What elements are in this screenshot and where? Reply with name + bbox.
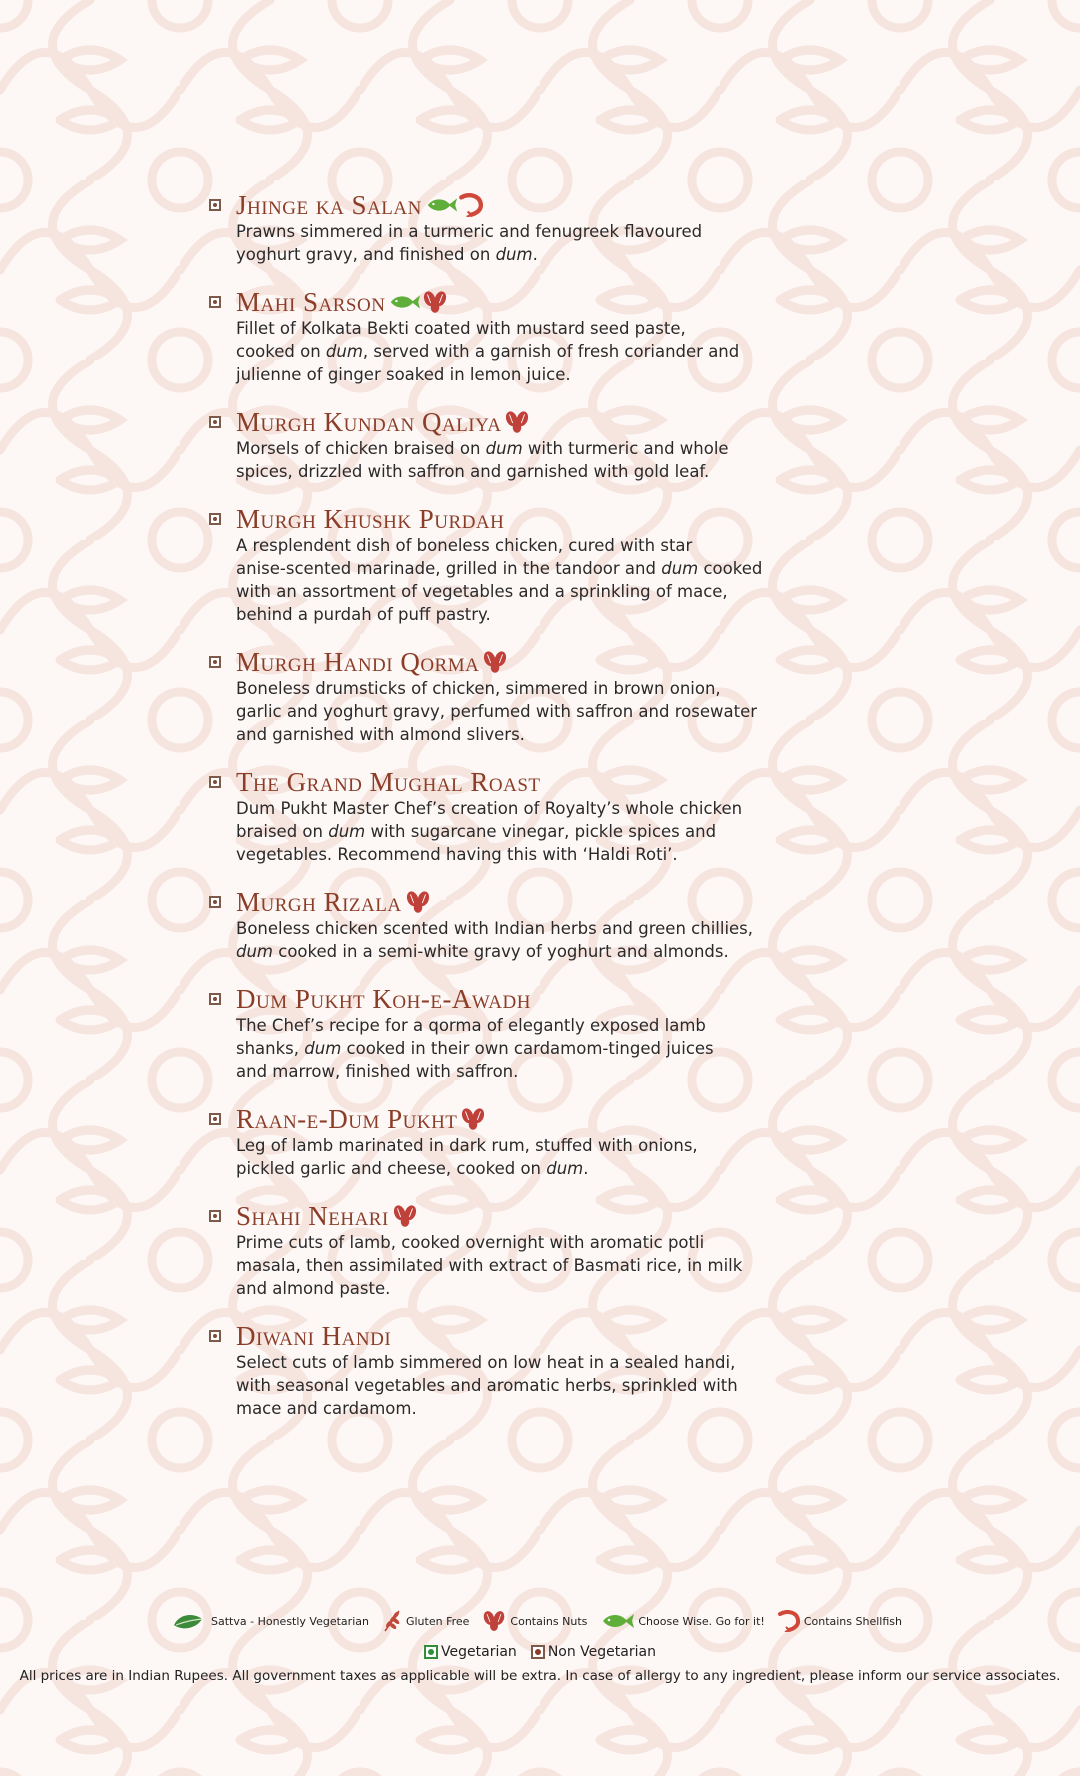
dish-description: Boneless chicken scented with Indian herbs and green chillies, dum cooked in a semi-white gravy of yoghurt and almonds. [236,919,754,961]
nuts-icon [503,412,531,431]
legend-label: Contains Nuts [510,1614,588,1628]
nuts-icon [404,892,432,911]
dish-description: Fillet of Kolkata Bekti coated with mustard seed paste, cooked on dum, served with a garnish of fresh coriander and julienne of ginger soaked in lemon juice. [236,319,740,384]
dish-description: The Chef’s recipe for a qorma of elegantly exposed lamb shanks, dum cooked in their own cardamom-tinged juices and marrow, finished with saffron. [236,1016,714,1081]
menu-item [236,407,836,483]
nuts-icon [481,652,509,671]
nonveg-marker-icon [209,1113,221,1125]
nonveg-legend [531,1644,656,1660]
dish-name: Murgh Handi Qorma [236,647,480,677]
legend-item [381,1609,469,1633]
dish-name: Murgh Rizala [236,887,402,917]
dish-name: Dum Pukht Koh-e-Awadh [236,984,531,1014]
menu-item [236,984,836,1083]
menu-item [236,504,836,626]
legend-item [599,1612,764,1630]
nonveg-marker-icon [209,993,221,1005]
menu-item [236,287,836,386]
dish-description: Prawns simmered in a turmeric and fenugreek flavoured yoghurt gravy, and finished on dum. [236,222,703,264]
veg-marker-icon [424,1645,438,1659]
dish-icons [387,289,449,315]
legend-item [777,1610,902,1632]
nuts-icon [481,1609,507,1633]
nonveg-marker-icon [209,1330,221,1342]
dish-name: Jhinge ka Salan [236,190,422,220]
nonveg-marker-icon [209,296,221,308]
shellfish-icon [777,1610,801,1632]
dish-name: Murgh Khushk Purdah [236,504,505,534]
dish-name: The Grand Mughal Roast [236,767,541,797]
dish-icons [424,193,484,217]
dish-name: Diwani Handi [236,1321,392,1351]
nonveg-label: Non Vegetarian [547,1644,656,1660]
nonveg-marker-icon [209,656,221,668]
menu-item [236,1201,836,1300]
dish-icons [459,1106,487,1132]
dish-name: Raan-e-Dum Pukht [236,1104,458,1134]
nonveg-marker-icon [531,1645,545,1659]
nonveg-marker-icon [209,896,221,908]
dish-description: Select cuts of lamb simmered on low heat in a sealed handi, with seasonal vegetables and aromatic herbs, sprinkled with mace and cardamom. [236,1353,738,1418]
dish-name: Shahi Nehari [236,1201,389,1231]
legend-label: Sattva - Honestly Vegetarian [211,1614,369,1628]
menu-item [236,767,836,866]
nuts-icon [421,292,449,311]
dish-name: Mahi Sarson [236,287,386,317]
menu-item [236,887,836,963]
menu-list [236,190,836,1441]
dish-description: Leg of lamb marinated in dark rum, stuffed with onions, pickled garlic and cheese, cooked on dum. [236,1136,698,1178]
dish-name: Murgh Kundan Qaliya [236,407,502,437]
dish-description: Boneless drumsticks of chicken, simmered in brown onion, garlic and yoghurt gravy, perfumed with saffron and rosewater and garnished with almond slivers. [236,679,757,744]
wheat-icon [381,1609,403,1633]
leaf-icon [172,1611,208,1631]
nonveg-marker-icon [209,416,221,428]
nuts-icon [391,1206,419,1225]
nuts-icon [459,1109,487,1128]
nonveg-marker-icon [209,1210,221,1222]
fish-icon [387,292,421,311]
dish-description: Prime cuts of lamb, cooked overnight with aromatic potli masala, then assimilated with extract of Basmati rice, in milk and almond paste. [236,1233,743,1298]
fish-icon [424,195,458,214]
icon-legend [0,1609,1080,1633]
menu-item [236,1321,836,1420]
legend-label: Contains Shellfish [803,1614,902,1628]
veg-legend [424,1644,517,1660]
nonveg-marker-icon [209,776,221,788]
legend-item [172,1611,369,1631]
menu-item [236,647,836,746]
dish-icons [503,409,531,435]
shellfish-icon [458,195,484,214]
dish-icons [481,649,509,675]
veg-label: Vegetarian [441,1644,517,1660]
nonveg-marker-icon [209,199,221,211]
footer-note: All prices are in Indian Rupees. All government taxes as applicable will be extra. In case of allergy to any ingredient, please inform our service associates. [19,1668,1061,1684]
dish-icons [391,1203,419,1229]
nonveg-marker-icon [209,513,221,525]
menu-item [236,190,836,266]
legend-label: Choose Wise. Go for it! [638,1614,765,1628]
menu-item [236,1104,836,1180]
dish-description: Morsels of chicken braised on dum with turmeric and whole spices, drizzled with saffron and garnished with gold leaf. [236,439,729,481]
legend-item [481,1609,587,1633]
dish-icons [404,889,432,915]
fish-icon [599,1612,635,1630]
diet-legend [0,1644,1080,1660]
dish-description: Dum Pukht Master Chef’s creation of Royalty’s whole chicken braised on dum with sugarcane vinegar, pickle spices and vegetables. Recommend having this with ‘Haldi Roti’. [236,799,743,864]
legend-label: Gluten Free [405,1614,470,1628]
dish-description: A resplendent dish of boneless chicken, cured with star anise-scented marinade, grilled in the tandoor and dum cooked with an assortment of vegetables and a sprinkling of mace, behind a purdah of puff pastry. [236,536,763,624]
